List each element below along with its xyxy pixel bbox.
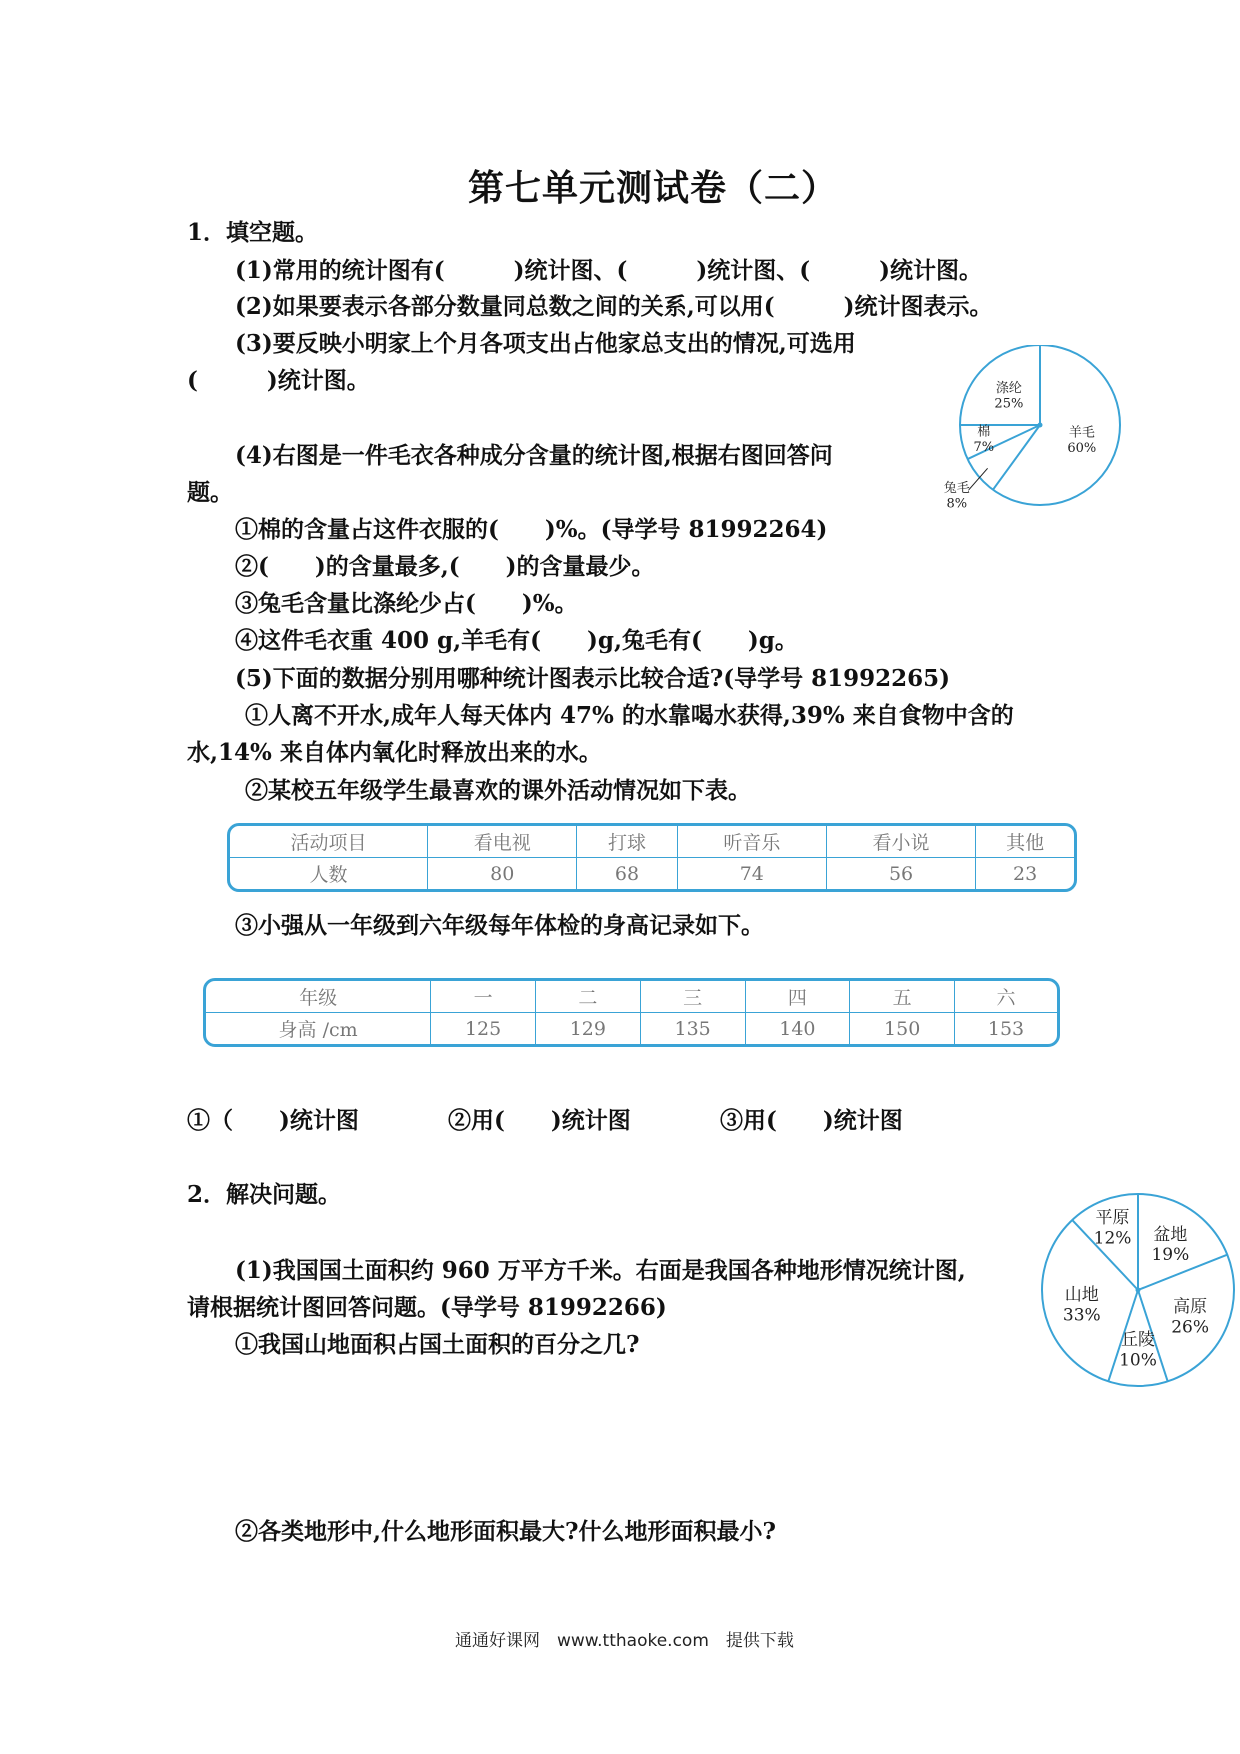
table-cell: 其他 xyxy=(976,826,1074,858)
table-cell: 74 xyxy=(678,858,827,889)
section-2-heading: 2．解决问题。 xyxy=(187,1181,342,1208)
table-cell: 四 xyxy=(746,981,851,1013)
answer-blank-3: ③用( )统计图 xyxy=(720,1107,903,1134)
question-1-5-c: ③小强从一年级到六年级每年体检的身高记录如下。 xyxy=(235,912,764,939)
footer-text: 通通好课网 www.tthaoke.com 提供下载 xyxy=(455,1631,794,1651)
table-cell: 六 xyxy=(955,981,1057,1013)
pie-leader-line xyxy=(969,468,988,489)
table-cell: 看电视 xyxy=(428,826,577,858)
pie-value-label: 8% xyxy=(946,496,968,512)
pie-value-label: 12% xyxy=(1093,1228,1132,1249)
question-1-5-b: ②某校五年级学生最喜欢的课外活动情况如下表。 xyxy=(245,777,751,804)
question-2-1-b: ②各类地形中,什么地形面积最大?什么地形面积最小? xyxy=(235,1518,776,1545)
pie-value-label: 10% xyxy=(1119,1350,1157,1371)
sweater-pie-chart xyxy=(920,345,1140,545)
question-1-4-line2: 题。 xyxy=(187,479,233,506)
pie-label: 羊毛 xyxy=(1068,425,1095,441)
question-1-4-b: ②( )的含量最多,( )的含量最少。 xyxy=(235,553,655,580)
table-cell: 看小说 xyxy=(827,826,976,858)
pie-label: 涤纶 xyxy=(995,380,1022,396)
table-cell: 听音乐 xyxy=(678,826,827,858)
pie-label: 兔毛 xyxy=(943,480,970,496)
table-cell: 二 xyxy=(536,981,641,1013)
activity-table xyxy=(227,823,1077,892)
pie-label: 山地 xyxy=(1064,1285,1099,1306)
question-1-5-a-line1: ①人离不开水,成年人每天体内 47% 的水靠喝水获得,39% 来自食物中含的 xyxy=(245,702,1014,729)
pie-label: 盆地 xyxy=(1153,1224,1188,1245)
question-1-5-a-line2: 水,14% 来自体内氧化时释放出来的水。 xyxy=(187,739,602,766)
pie-value-label: 26% xyxy=(1171,1317,1210,1338)
table-cell: 153 xyxy=(987,1017,1025,1040)
pie-value-label: 60% xyxy=(1067,441,1097,457)
pie-value-label: 25% xyxy=(994,396,1024,412)
table-row xyxy=(230,826,1074,858)
table-cell: 129 xyxy=(536,1013,641,1044)
table-cell: 150 xyxy=(850,1013,955,1044)
question-1-4-c: ③兔毛含量比涤纶少占( )%。 xyxy=(235,590,578,617)
table-cell: 活动项目 xyxy=(230,826,428,858)
question-2-1-line1: (1)我国国土面积约 960 万平方千米。右面是我国各种地形情况统计图, xyxy=(235,1257,966,1284)
table-row xyxy=(206,1013,1057,1044)
table-cell: 68 xyxy=(577,858,677,889)
page-title: 第七单元测试卷（二） xyxy=(468,167,839,209)
table-cell: 135 xyxy=(641,1013,746,1044)
question-1-5: (5)下面的数据分别用哪种统计图表示比较合适?(导学号 81992265) xyxy=(235,665,951,692)
table-cell: 打球 xyxy=(577,826,677,858)
table-cell: 三 xyxy=(641,981,746,1013)
answer-blank-1: ①（ )统计图 xyxy=(187,1107,359,1134)
question-1-3-line2: ( )统计图。 xyxy=(187,367,370,394)
pie-center xyxy=(1038,423,1043,428)
table-cell: 56 xyxy=(827,858,976,889)
pie-value-label: 33% xyxy=(1062,1305,1101,1326)
question-2-1-line2: 请根据统计图回答问题。(导学号 81992266) xyxy=(187,1294,667,1321)
table-cell: 140 xyxy=(746,1013,851,1044)
question-1-4-line1: (4)右图是一件毛衣各种成分含量的统计图,根据右图回答问 xyxy=(235,442,833,469)
table-row xyxy=(230,858,1074,889)
question-1-3-line1: (3)要反映小明家上个月各项支出占他家总支出的情况,可选用 xyxy=(235,330,856,357)
table-cell: 23 xyxy=(1012,862,1038,885)
table-cell: 五 xyxy=(850,981,955,1013)
table-cell: 人数 xyxy=(230,858,428,889)
pie-label: 高原 xyxy=(1173,1296,1208,1317)
question-1-2: (2)如果要表示各部分数量同总数之间的关系,可以用( )统计图表示。 xyxy=(235,293,993,320)
question-1-1: (1)常用的统计图有( )统计图、( )统计图、( )统计图。 xyxy=(235,257,983,284)
pie-value-label: 7% xyxy=(973,440,995,456)
table-cell: 身高 /cm xyxy=(206,1013,431,1044)
table-cell: 年级 xyxy=(206,981,431,1013)
question-2-1-a: ①我国山地面积占国土面积的百分之几? xyxy=(235,1331,640,1358)
pie-label: 丘陵 xyxy=(1121,1330,1155,1351)
table-cell: 125 xyxy=(431,1013,536,1044)
height-table xyxy=(203,978,1060,1047)
question-1-4-a: ①棉的含量占这件衣服的( )%。(导学号 81992264) xyxy=(235,516,828,543)
table-cell: 80 xyxy=(428,858,577,889)
question-1-4-d: ④这件毛衣重 400 g,羊毛有( )g,兔毛有( )g。 xyxy=(235,627,798,654)
terrain-pie-chart xyxy=(1030,1190,1240,1400)
pie-label: 平原 xyxy=(1095,1208,1130,1229)
pie-label: 棉 xyxy=(977,424,991,440)
table-cell: 一 xyxy=(431,981,536,1013)
pie-slice-boundary xyxy=(993,425,1040,490)
section-1-heading: 1．填空题。 xyxy=(187,219,319,246)
pie-value-label: 19% xyxy=(1151,1245,1190,1266)
pie-center xyxy=(1136,1288,1141,1293)
answer-blank-2: ②用( )统计图 xyxy=(448,1107,631,1134)
table-row xyxy=(206,981,1057,1013)
